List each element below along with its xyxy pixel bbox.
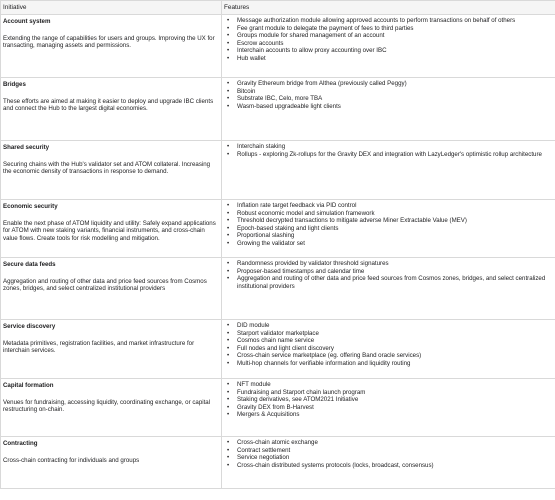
initiative-description: These efforts are aimed at making it easier to deploy and upgrade IBC clients and connect the Hub to the largest digital economies. — [3, 97, 214, 113]
feature-item — [224, 225, 553, 233]
bullet-icon: • — [227, 344, 230, 352]
column-header-initiative: Initiative — [1, 1, 222, 15]
initiative-title: Capital formation — [3, 382, 54, 389]
feature-text: Starport validator marketplace — [237, 329, 319, 337]
initiative-description: Enable the next phase of ATOM liquidity and utility: Safely expand applications for ATOM with new staking variants, financial instruments, and cross-chain value flows. Create tools for risk modelling and mitigation. — [3, 219, 216, 242]
feature-list — [224, 80, 553, 110]
feature-text: Rollups - exploring Zk-rollups for the Gravity DEX and integration with LazyLedger's optimistic rollup architecture — [237, 150, 542, 158]
bullet-icon: • — [227, 352, 230, 360]
feature-list — [224, 260, 553, 290]
initiative-title: Account system — [3, 18, 51, 25]
feature-item — [224, 217, 553, 225]
bullet-icon: • — [227, 47, 230, 55]
feature-item — [224, 40, 553, 48]
table-row — [1, 200, 555, 258]
feature-item — [224, 210, 553, 218]
feature-item — [224, 80, 553, 88]
bullet-icon: • — [227, 260, 230, 267]
initiative-title: Shared security — [3, 144, 50, 151]
feature-item — [224, 360, 553, 368]
feature-text: Randomness provided by validator threshold signatures — [237, 260, 389, 267]
feature-item — [224, 95, 553, 103]
feature-text: Epoch-based staking and light clients — [237, 224, 339, 232]
table-row — [1, 320, 555, 379]
bullet-icon: • — [227, 150, 230, 158]
feature-item — [224, 396, 553, 404]
feature-text: Cross-chain distributed systems protocols (locks, broadcast, consensus) — [237, 461, 434, 469]
bullet-icon: • — [227, 54, 230, 62]
initiative-cell — [1, 320, 222, 379]
feature-text: Fee grant module to delegate the payment of fees to third parties — [237, 24, 414, 32]
bullet-icon: • — [227, 461, 230, 469]
bullet-icon: • — [227, 411, 230, 419]
features-cell — [222, 258, 555, 320]
feature-text: Multi-hop channels for verifiable information and liquidity routing — [237, 359, 411, 367]
initiative-cell — [1, 258, 222, 320]
feature-item — [224, 260, 553, 268]
feature-item — [224, 345, 553, 353]
bullet-icon: • — [227, 143, 230, 150]
feature-text: Gravity Ethereum bridge from Althea (previously called Peggy) — [237, 80, 407, 87]
feature-text: Cross-chain atomic exchange — [237, 439, 318, 446]
bullet-icon: • — [227, 80, 230, 87]
feature-text: Inflation rate target feedback via PID control — [237, 202, 357, 209]
feature-item — [224, 88, 553, 96]
feature-text: Escrow accounts — [237, 39, 284, 47]
features-cell — [222, 320, 555, 379]
feature-item — [224, 389, 553, 397]
feature-item — [224, 404, 553, 412]
feature-text: Proportional slashing — [237, 232, 295, 240]
feature-list — [224, 143, 553, 158]
bullet-icon: • — [227, 381, 230, 388]
feature-item — [224, 381, 553, 389]
initiative-title: Bridges — [3, 81, 26, 88]
bullet-icon: • — [227, 202, 230, 209]
feature-text: Bitcoin — [237, 87, 256, 95]
initiative-description: Cross-chain contracting for individuals and groups — [3, 456, 140, 464]
feature-list — [224, 439, 553, 469]
feature-text: Substrate IBC, Celo, more TBA — [237, 95, 323, 103]
feature-item — [224, 411, 553, 419]
initiative-cell — [1, 15, 222, 78]
feature-list — [224, 381, 553, 419]
initiative-cell — [1, 141, 222, 200]
feature-text: Threshold decrypted transactions to mitigate adverse Miner Extractable Value (MEV) — [237, 217, 467, 225]
initiative-cell — [1, 200, 222, 258]
initiative-title: Economic security — [3, 203, 58, 210]
feature-item — [224, 32, 553, 40]
table-row — [1, 78, 555, 141]
bullet-icon: • — [227, 209, 230, 217]
bullet-icon: • — [227, 87, 230, 95]
initiative-description: Extending the range of capabilities for users and groups. Improving the UX for transacting, managing assets and permissions. — [3, 34, 215, 50]
features-cell — [222, 379, 555, 437]
bullet-icon: • — [227, 439, 230, 446]
feature-text: Mergers & Acquisitions — [237, 411, 300, 419]
feature-text: Growing the validator set — [237, 239, 305, 247]
feature-text: Proposer-based timestamps and calendar time — [237, 267, 365, 275]
feature-item — [224, 55, 553, 63]
initiative-title: Service discovery — [3, 323, 56, 330]
bullet-icon: • — [227, 388, 230, 396]
feature-item — [224, 151, 553, 159]
feature-text: Fundraising and Starport chain launch program — [237, 388, 366, 396]
bullet-icon: • — [227, 275, 230, 283]
bullet-icon: • — [227, 224, 230, 232]
feature-list — [224, 202, 553, 248]
bullet-icon: • — [227, 102, 230, 110]
feature-item — [224, 47, 553, 55]
bullet-icon: • — [227, 337, 230, 345]
feature-item — [224, 240, 553, 248]
feature-text: Cosmos chain name service — [237, 337, 315, 345]
bullet-icon: • — [227, 267, 230, 275]
bullet-icon: • — [227, 217, 230, 225]
feature-item — [224, 352, 553, 360]
table-row — [1, 258, 555, 320]
initiative-description: Aggregation and routing of other data and price feed sources from Cosmos zones, bridges, and select centralized institutional providers — [3, 277, 207, 293]
feature-text: Aggregation and routing of other data and price feed sources from Cosmos zones, bridges, and select centralized institutional providers — [237, 275, 546, 290]
bullet-icon: • — [227, 95, 230, 103]
feature-item — [224, 337, 553, 345]
bullet-icon: • — [227, 232, 230, 240]
feature-item — [224, 322, 553, 330]
table-row — [1, 379, 555, 437]
bullet-icon: • — [227, 454, 230, 462]
initiative-title: Contracting — [3, 440, 38, 447]
bullet-icon: • — [227, 32, 230, 40]
feature-list — [224, 17, 553, 63]
bullet-icon: • — [227, 329, 230, 337]
feature-text: Staking derivatives, see ATOM2021 Initiative — [237, 396, 359, 404]
initiative-cell — [1, 379, 222, 437]
feature-text: Wasm-based upgradeable light clients — [237, 102, 341, 110]
feature-item — [224, 439, 553, 447]
features-cell — [222, 200, 555, 258]
bullet-icon: • — [227, 24, 230, 32]
feature-item — [224, 143, 553, 151]
table-row — [1, 437, 555, 489]
bullet-icon: • — [227, 359, 230, 367]
feature-text: Service negotiation — [237, 454, 290, 462]
initiative-title: Secure data feeds — [3, 261, 56, 268]
feature-item — [224, 202, 553, 210]
bullet-icon: • — [227, 403, 230, 411]
feature-text: Full nodes and light client discovery — [237, 344, 334, 352]
feature-text: Gravity DEX from B-Harvest — [237, 403, 314, 411]
feature-text: Message authorization module allowing approved accounts to perform transactions on behalf of others — [237, 17, 516, 24]
feature-text: Interchain staking — [237, 143, 286, 150]
feature-item — [224, 447, 553, 455]
initiative-description: Securing chains with the Hub's validator set and ATOM collateral. Increasing the economic density of transactions in response to demand. — [3, 160, 211, 176]
feature-text: NFT module — [237, 381, 271, 388]
feature-item — [224, 330, 553, 338]
table-row — [1, 15, 555, 78]
feature-item — [224, 17, 553, 25]
feature-item — [224, 268, 553, 276]
initiative-description: Venues for fundraising, accessing liquidity, coordinating exchange, or capital restructuring on-chain. — [3, 398, 211, 414]
feature-list — [224, 322, 553, 368]
initiative-cell — [1, 437, 222, 489]
bullet-icon: • — [227, 446, 230, 454]
features-cell — [222, 15, 555, 78]
feature-text: Interchain accounts to allow proxy accounting over IBC — [237, 47, 387, 55]
feature-item — [224, 103, 553, 111]
initiative-cell — [1, 78, 222, 141]
feature-text: Robust economic model and simulation framework — [237, 209, 375, 217]
features-cell — [222, 437, 555, 489]
feature-item — [224, 275, 553, 290]
initiative-description: Metadata primitives, registration facilities, and market infrastructure for interchain services. — [3, 339, 195, 355]
bullet-icon: • — [227, 17, 230, 24]
feature-text: Cross-chain service marketplace (eg. offering Band oracle services) — [237, 352, 422, 360]
feature-text: Contract settlement — [237, 446, 291, 454]
feature-item — [224, 462, 553, 470]
feature-text: DID module — [237, 322, 270, 329]
table-header-row — [1, 1, 555, 15]
column-header-features: Features — [222, 1, 555, 15]
feature-item — [224, 454, 553, 462]
bullet-icon: • — [227, 39, 230, 47]
features-cell — [222, 78, 555, 141]
feature-text: Groups module for shared management of an account — [237, 32, 385, 40]
bullet-icon: • — [227, 239, 230, 247]
feature-text: Hub wallet — [237, 54, 266, 62]
feature-item — [224, 25, 553, 33]
features-cell — [222, 141, 555, 200]
table-row — [1, 141, 555, 200]
feature-item — [224, 232, 553, 240]
bullet-icon: • — [227, 396, 230, 404]
bullet-icon: • — [227, 322, 230, 329]
